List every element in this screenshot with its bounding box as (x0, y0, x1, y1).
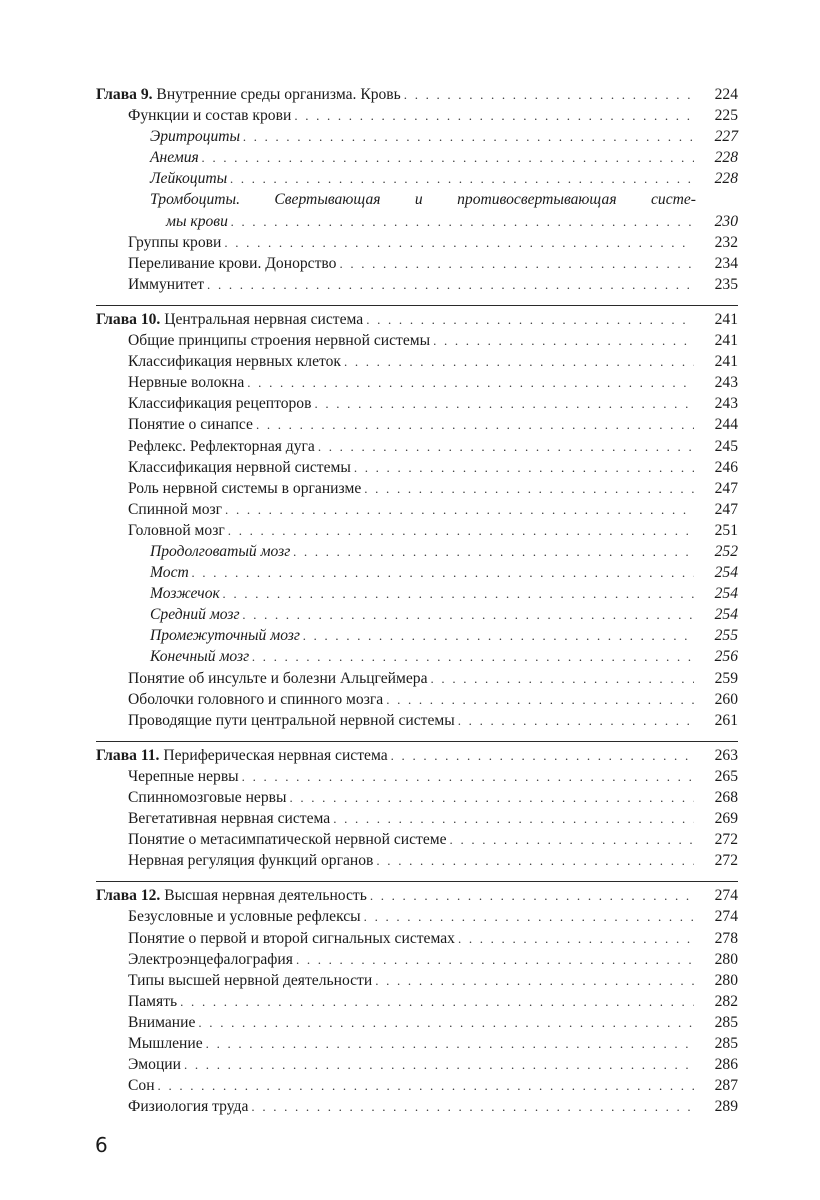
chapter-label: Глава 11. (96, 746, 160, 764)
subsection-entry (96, 520, 738, 541)
leader-dots (391, 745, 694, 766)
entry-page-number: 235 (714, 275, 738, 293)
leader-dots (296, 949, 694, 970)
subsection-entry (96, 787, 738, 808)
entry-page-number: 254 (714, 606, 738, 624)
subsubsection-entry (96, 541, 738, 562)
leader-dots (404, 84, 694, 105)
entry-title: Роль нервной системы в организме (128, 479, 362, 497)
subsubsection-entry (96, 583, 738, 604)
entry-title: Мозжечок (150, 585, 220, 603)
leader-dots (314, 393, 694, 414)
leader-dots (318, 436, 694, 457)
entry-title: Рефлекс. Рефлекторная дуга (128, 437, 315, 455)
chapter-section (96, 881, 738, 1117)
entry-page-number: 247 (714, 479, 738, 497)
chapter-label: Глава 9. (96, 86, 153, 103)
entry-title (96, 309, 363, 330)
leader-dots (225, 499, 694, 520)
chapter-label: Глава 12. (96, 887, 161, 905)
subsection-entry (96, 253, 738, 274)
entry-title: Внимание (128, 1013, 196, 1031)
subsection-entry (96, 372, 738, 393)
entry-title: Классификация нервных клеток (128, 353, 341, 371)
chapter-section (96, 84, 738, 295)
subsection-entry (96, 478, 738, 499)
entry-title: Черепные нервы (128, 767, 239, 785)
entry-page-number: 260 (714, 690, 738, 708)
chapter-section (96, 305, 738, 731)
entry-page-number: 282 (714, 992, 738, 1010)
entry-title: Лейкоциты (150, 170, 228, 188)
leader-dots (184, 1054, 694, 1075)
subsection-entry (96, 970, 738, 991)
entry-page-number: 274 (714, 887, 738, 905)
leader-dots (303, 625, 694, 646)
subsubsection-entry (96, 126, 738, 147)
page-number: 6 (95, 1133, 108, 1157)
leader-dots (252, 646, 694, 667)
entry-title: Понятие о синапсе (128, 416, 253, 434)
subsection-entry (96, 1075, 738, 1096)
entry-title: Проводящие пути центральной нервной системы (128, 711, 455, 729)
entry-title (96, 885, 367, 906)
subsubsection-entry (96, 604, 738, 625)
entry-title: Средний мозг (150, 606, 240, 624)
leader-dots (376, 850, 694, 871)
subsection-entry (96, 1054, 738, 1075)
subsection-entry (96, 710, 738, 731)
leader-dots (289, 787, 694, 808)
entry-title: Головной мозг (128, 521, 225, 539)
entry-page-number: 232 (714, 233, 738, 251)
entry-page-number: 285 (714, 1035, 738, 1053)
entry-title: Спинной мозг (128, 500, 223, 518)
entry-title (96, 745, 388, 766)
entry-title: Понятие о первой и второй сигнальных системах (128, 929, 455, 947)
subsection-entry (96, 850, 738, 871)
entry-page-number: 241 (714, 310, 738, 328)
leader-dots (158, 1075, 694, 1096)
entry-page-number: 230 (714, 212, 738, 230)
entry-title: Вегетативная нервная система (128, 810, 331, 828)
entry-title: Оболочки головного и спинного мозга (128, 690, 384, 708)
entry-page-number: 228 (714, 149, 738, 167)
leader-dots (206, 1033, 694, 1054)
chapter-heading (96, 885, 738, 906)
entry-page-number: 224 (714, 86, 738, 103)
leader-dots (242, 766, 694, 787)
leader-dots (207, 274, 694, 295)
subsection-entry (96, 928, 738, 949)
leader-dots (228, 520, 694, 541)
entry-title: Функции и состав крови (128, 107, 292, 125)
leader-dots (202, 147, 694, 168)
entry-page-number: 272 (714, 852, 738, 870)
chapter-heading (96, 84, 738, 105)
entry-page-number: 247 (714, 500, 738, 518)
entry-title: Иммунитет (128, 275, 205, 293)
entry-page-number: 274 (714, 908, 738, 926)
leader-dots (294, 105, 694, 126)
entry-title: Эмоции (128, 1056, 181, 1074)
leader-dots (180, 991, 694, 1012)
entry-page-number: 285 (714, 1013, 738, 1031)
subsection-entry (96, 499, 738, 520)
entry-page-number: 286 (714, 1056, 738, 1074)
subsection-entry (96, 668, 738, 689)
leader-dots (366, 309, 694, 330)
subsection-entry (96, 393, 738, 414)
subsection-entry (96, 330, 738, 351)
chapter-label: Глава 10. (96, 310, 161, 328)
leader-dots (375, 970, 694, 991)
entry-title: Нервные волокна (128, 374, 245, 392)
leader-dots (293, 541, 694, 562)
entry-title: Группы крови (128, 233, 222, 251)
entry-title: Электроэнцефалография (128, 950, 293, 968)
entry-page-number: 243 (714, 395, 738, 413)
subsection-entry (96, 808, 738, 829)
entry-title: Понятие об инсульте и болезни Альцгеймера (128, 669, 428, 687)
leader-dots (231, 211, 694, 232)
subsection-entry (96, 436, 738, 457)
entry-title: Мышление (128, 1035, 203, 1053)
chapter-heading (96, 309, 738, 330)
subsection-entry (96, 829, 738, 850)
entry-page-number: 234 (714, 254, 738, 272)
leader-dots (364, 478, 694, 499)
entry-title: Анемия (150, 149, 199, 167)
leader-dots (224, 232, 694, 253)
leader-dots (247, 372, 694, 393)
entry-title: Эритроциты (150, 128, 241, 146)
entry-page-number: 265 (714, 767, 738, 785)
leader-dots (386, 689, 694, 710)
entry-page-number: 251 (714, 521, 738, 539)
leader-dots (344, 351, 694, 372)
entry-title: Память (128, 992, 178, 1010)
chapter-title: Внутренние среды организма. Кровь (152, 86, 401, 103)
entry-title: Сон (128, 1077, 155, 1095)
entry-title: Продолговатый мозг (150, 542, 291, 560)
subsubsection-entry (96, 211, 738, 232)
entry-title: Классификация нервной системы (128, 458, 351, 476)
entry-title: Физиология труда (128, 1098, 249, 1116)
entry-title: Спинномозговые нервы (128, 789, 287, 806)
entry-title: Конечный мозг (150, 648, 250, 666)
chapter-section (96, 741, 738, 872)
entry-page-number: 269 (714, 810, 738, 828)
chapter-heading (96, 745, 738, 766)
leader-dots (458, 928, 694, 949)
leader-dots (433, 330, 694, 351)
subsection-entry (96, 991, 738, 1012)
leader-dots (198, 1012, 694, 1033)
entry-page-number: 228 (714, 170, 738, 188)
entry-title: Общие принципы строения нервной системы (128, 332, 431, 350)
subsection-entry (96, 906, 738, 927)
entry-page-number: 280 (714, 971, 738, 989)
wrapped-entry-line: Тромбоциты. Свертывающая и противосвертывающая систе- (150, 191, 696, 209)
entry-title: Переливание крови. Донорство (128, 254, 337, 272)
entry-title (96, 84, 401, 105)
subsection-entry (96, 949, 738, 970)
chapter-title: Высшая нервная деятельность (160, 887, 367, 905)
subsection-entry (96, 457, 738, 478)
leader-dots (223, 583, 694, 604)
leader-dots (431, 668, 694, 689)
leader-dots (243, 126, 694, 147)
entry-page-number: 259 (714, 669, 738, 687)
entry-page-number: 252 (714, 542, 738, 560)
leader-dots (370, 885, 694, 906)
entry-page-number: 241 (714, 332, 738, 350)
entry-page-number: 278 (714, 929, 738, 947)
entry-page-number: 272 (714, 831, 738, 849)
leader-dots (251, 1096, 694, 1117)
leader-dots (333, 808, 694, 829)
subsection-entry (96, 351, 738, 372)
entry-page-number: 225 (714, 107, 738, 125)
leader-dots (354, 457, 694, 478)
entry-page-number: 263 (714, 746, 738, 764)
entry-title: Нервная регуляция функций органов (128, 852, 374, 870)
entry-page-number: 254 (714, 564, 738, 582)
entry-page-number: 227 (714, 128, 738, 146)
entry-title: Понятие о метасимпатической нервной системе (128, 831, 447, 849)
entry-page-number: 243 (714, 374, 738, 392)
entry-page-number: 256 (714, 648, 738, 666)
leader-dots (243, 604, 694, 625)
subsection-entry (96, 274, 738, 295)
subsection-entry (96, 414, 738, 435)
entry-title: Промежуточный мозг (150, 627, 300, 645)
entry-page-number: 241 (714, 353, 738, 371)
entry-page-number: 280 (714, 950, 738, 968)
entry-title: Типы высшей нервной деятельности (128, 971, 373, 989)
entry-title: Мост (150, 564, 189, 582)
entry-page-number: 268 (714, 789, 738, 806)
entry-page-number: 254 (714, 585, 738, 603)
entry-page-number: 246 (714, 458, 738, 476)
subsection-entry (96, 1033, 738, 1054)
subsubsection-entry (96, 646, 738, 667)
entry-page-number: 255 (714, 627, 738, 645)
entry-title: Классификация рецепторов (128, 395, 312, 413)
entry-page-number: 261 (714, 711, 738, 729)
subsubsection-entry (96, 562, 738, 583)
entry-title: мы крови (166, 212, 228, 230)
entry-page-number: 287 (714, 1077, 738, 1095)
leader-dots (230, 168, 694, 189)
subsubsection-entry (96, 625, 738, 646)
leader-dots (458, 710, 694, 731)
entry-page-number: 245 (714, 437, 738, 455)
subsection-entry (96, 689, 738, 710)
subsection-entry (96, 1012, 738, 1033)
chapter-title: Периферическая нервная система (159, 746, 388, 764)
leader-dots (450, 829, 694, 850)
entry-title: Безусловные и условные рефлексы (128, 908, 361, 926)
chapter-title: Центральная нервная система (160, 310, 364, 328)
leader-dots (364, 906, 694, 927)
subsection-entry (96, 105, 738, 126)
entry-page-number: 244 (714, 416, 738, 434)
subsection-entry (96, 232, 738, 253)
leader-dots (192, 562, 694, 583)
leader-dots (339, 253, 694, 274)
leader-dots (256, 414, 694, 435)
table-of-contents (96, 84, 738, 1127)
subsection-entry (96, 766, 738, 787)
subsubsection-entry (96, 147, 738, 168)
subsection-entry (96, 1096, 738, 1117)
subsubsection-entry (96, 168, 738, 189)
entry-page-number: 289 (714, 1098, 738, 1116)
